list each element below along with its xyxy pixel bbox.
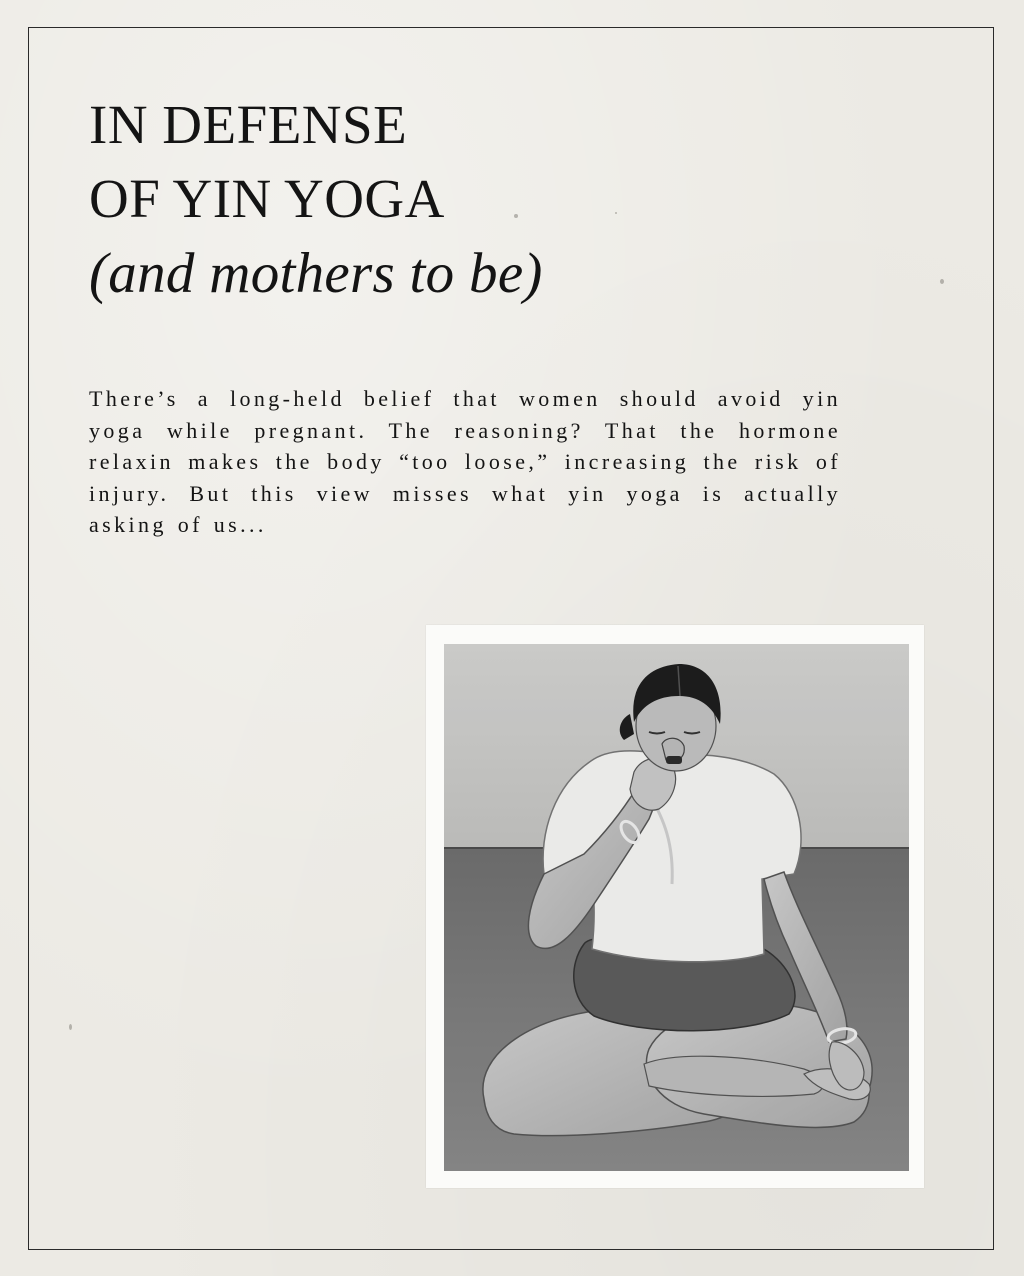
intro-paragraph: There’s a long-held belief that women should avoid yin yoga while pregnant. The reasoning? That the hormone relaxin makes the body “too loose,” increasing the risk of injury. But this view misses what yin yoga is actually asking of us... bbox=[89, 386, 841, 537]
title-line-2: OF YIN YOGA bbox=[89, 168, 445, 229]
photo-frame bbox=[426, 625, 924, 1188]
seated-breathing-figure-illustration bbox=[444, 644, 909, 1171]
article-title bbox=[89, 88, 543, 312]
title-line-1: IN DEFENSE bbox=[89, 94, 408, 155]
yoga-photo bbox=[444, 644, 909, 1171]
article-subtitle: (and mothers to be) bbox=[89, 242, 543, 305]
